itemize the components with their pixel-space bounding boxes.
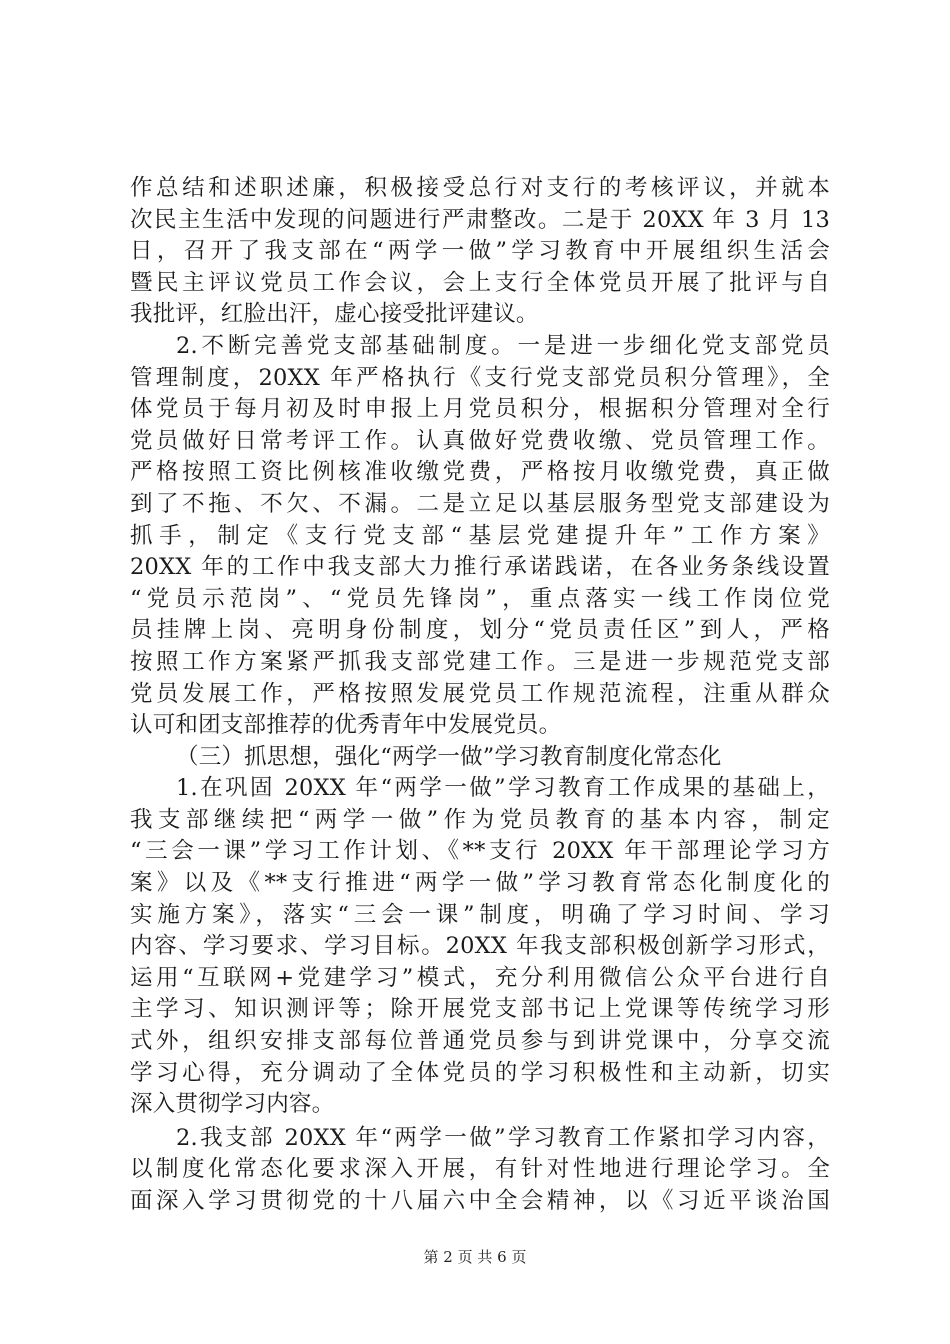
section-heading-text: （三）抓思想，强化“两学一做”学习教育制度化常态化 bbox=[176, 743, 722, 770]
text-line: 2.不断完善党支部基础制度。一是进一步细化党支部党员 bbox=[176, 332, 830, 359]
paragraph-4 bbox=[130, 1123, 830, 1218]
text-line: 党员做好日常考评工作。认真做好党费收缴、党员管理工作。 bbox=[130, 427, 830, 454]
text-line: 暨民主评议党员工作会议，会上支行全体党员开展了批评与自 bbox=[130, 269, 830, 296]
text-line: 2.我支部 20XX 年“两学一做”学习教育工作紧扣学习内容， bbox=[176, 1124, 830, 1151]
text-line: 主学习、知识测评等；除开展党支部书记上党课等传统学习形 bbox=[130, 996, 830, 1023]
text-line: 我批评，红脸出汗，虚心接受批评建议。 bbox=[130, 301, 539, 328]
text-line: 党员发展工作，严格按照发展党员工作规范流程，注重从群众 bbox=[130, 680, 830, 707]
text-line: 严格按照工资比例核准收缴党费，严格按月收缴党费，真正做 bbox=[130, 459, 830, 486]
text-line: 内容、学习要求、学习目标。20XX 年我支部积极创新学习形式， bbox=[130, 933, 830, 960]
text-line: “三会一课”学习工作计划、《**支行 20XX 年干部理论学习方 bbox=[130, 838, 830, 865]
text-line: 面深入学习贯彻党的十八届六中全会精神，以《习近平谈治国 bbox=[130, 1188, 830, 1214]
text-line: 员挂牌上岗、亮明身份制度，划分“党员责任区”到人，严格 bbox=[130, 617, 830, 644]
section-heading bbox=[130, 742, 830, 774]
text-line: “党员示范岗”、“党员先锋岗”，重点落实一线工作岗位党 bbox=[130, 585, 830, 612]
paragraph-2 bbox=[130, 331, 830, 742]
text-line: 深入贯彻学习内容。 bbox=[130, 1091, 335, 1118]
paragraph-1 bbox=[130, 173, 830, 331]
text-line: 管理制度，20XX 年严格执行《支行党支部党员积分管理》，全 bbox=[130, 364, 830, 391]
paragraph-3 bbox=[130, 773, 830, 1121]
text-line: 式外，组织安排支部每位普通党员参与到讲党课中，分享交流 bbox=[130, 1028, 830, 1055]
text-line: 体党员于每月初及时申报上月党员积分，根据积分管理对全行 bbox=[130, 396, 830, 423]
text-line: 运用“互联网+党建学习”模式，充分利用微信公众平台进行自 bbox=[130, 964, 830, 991]
text-line: 1.在巩固 20XX 年“两学一做”学习教育工作成果的基础上， bbox=[176, 775, 830, 802]
page-number-footer: 第 2 页 共 6 页 bbox=[423, 1248, 527, 1266]
text-line: 案》以及《**支行推进“两学一做”学习教育常态化制度化的 bbox=[130, 870, 830, 897]
text-line: 到了不拖、不欠、不漏。二是立足以基层服务型党支部建设为 bbox=[130, 490, 830, 517]
text-line: 学习心得，充分调动了全体党员的学习积极性和主动新，切实 bbox=[130, 1059, 830, 1086]
text-line: 认可和团支部推荐的优秀青年中发展党员。 bbox=[130, 712, 562, 739]
text-line: 抓手，制定《支行党支部“基层党建提升年”工作方案》 bbox=[130, 522, 830, 549]
text-line: 次民主生活中发现的问题进行严肃整改。二是于 20XX 年 3 月 13 bbox=[130, 206, 830, 233]
text-line: 按照工作方案紧严抓我支部党建工作。三是进一步规范党支部 bbox=[130, 648, 830, 675]
text-line: 我支部继续把“两学一做”作为党员教育的基本内容，制定 bbox=[130, 806, 830, 833]
document-body bbox=[130, 173, 830, 1218]
text-line: 作总结和述职述廉，积极接受总行对支行的考核评议，并就本 bbox=[130, 175, 830, 201]
text-line: 日，召开了我支部在“两学一做”学习教育中开展组织生活会 bbox=[130, 238, 830, 265]
text-line: 实施方案》，落实“三会一课”制度，明确了学习时间、学习 bbox=[130, 901, 830, 928]
text-line: 以制度化常态化要求深入开展，有针对性地进行理论学习。全 bbox=[130, 1156, 830, 1183]
text-line: 20XX 年的工作中我支部大力推行承诺践诺，在各业务条线设置 bbox=[130, 554, 830, 581]
